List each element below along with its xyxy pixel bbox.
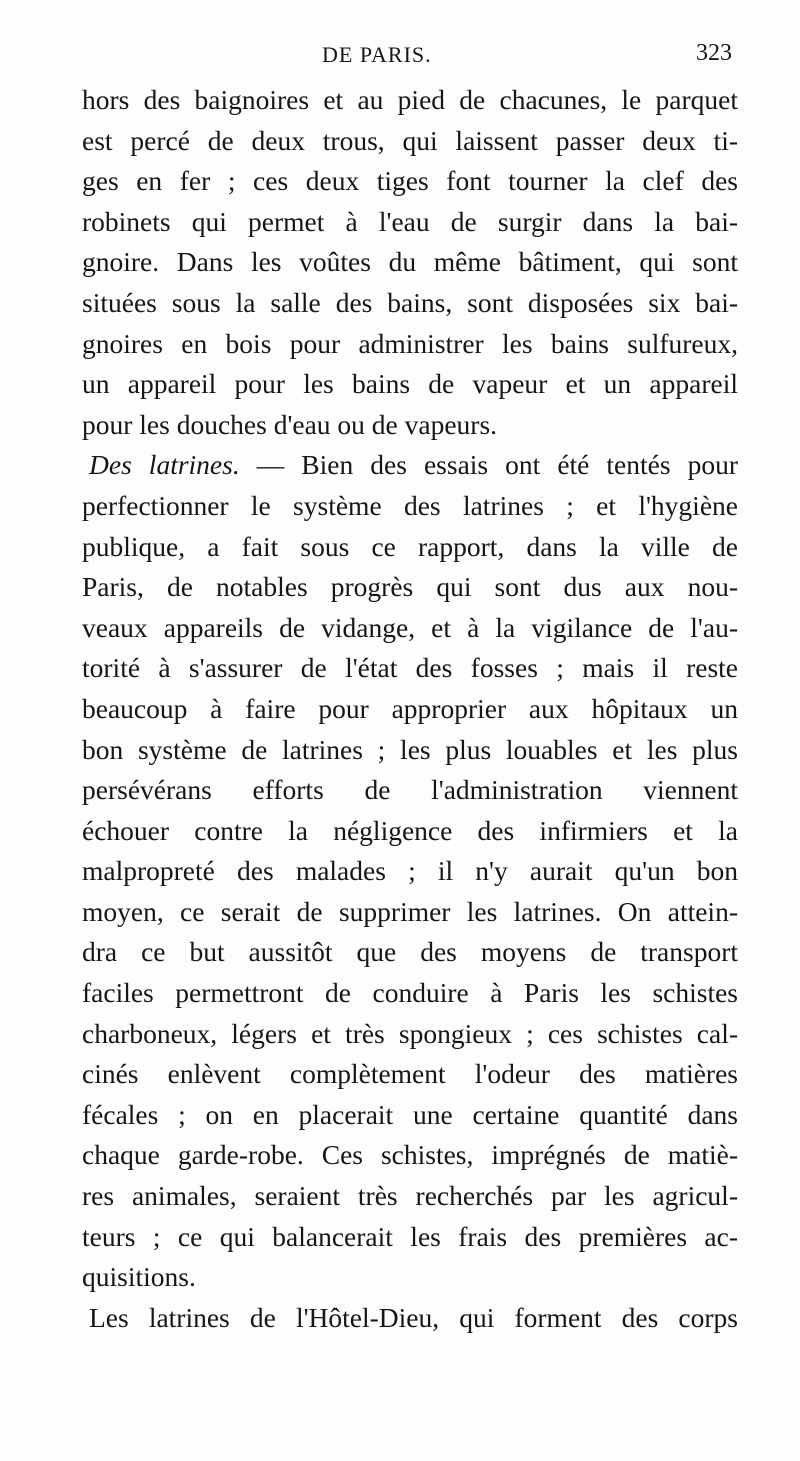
text-line: malpropreté des malades ; il n'y aurait qu'un bon bbox=[82, 855, 738, 887]
text-line: charboneux, légers et très spongieux ; ces schistes cal- bbox=[82, 1017, 738, 1049]
running-head: DE PARIS. bbox=[322, 42, 432, 67]
text-line: ges en fer ; ces deux tiges font tourner la clef des bbox=[82, 165, 738, 197]
text-line: situées sous la salle des bains, sont disposées six bai- bbox=[82, 286, 738, 318]
text-line: teurs ; ce qui balancerait les frais des premières ac- bbox=[82, 1220, 738, 1252]
text-line: dra ce but aussitôt que des moyens de transport bbox=[82, 936, 738, 968]
text-line: perfectionner le système des latrines ; et l'hygiène bbox=[82, 489, 738, 521]
text-line-continuation: — Bien des essais ont été tentés pour bbox=[239, 449, 738, 481]
text-line: veaux appareils de vidange, et à la vigilance de l'au- bbox=[82, 611, 738, 643]
text-line: pour les douches d'eau ou de vapeurs. bbox=[82, 408, 498, 440]
text-line: faciles permettront de conduire à Paris les schistes bbox=[82, 977, 738, 1009]
page-number: 323 bbox=[696, 40, 732, 66]
text-line: est percé de deux trous, qui laissent passer deux ti- bbox=[82, 124, 738, 156]
text-line: bon système de latrines ; les plus louables et les plus bbox=[82, 733, 738, 765]
page-header bbox=[82, 38, 732, 78]
text-line: persévérans efforts de l'administration viennent bbox=[82, 774, 738, 806]
text-line: beaucoup à faire pour approprier aux hôpitaux un bbox=[82, 692, 738, 724]
text-line: un appareil pour les bains de vapeur et un appareil bbox=[82, 368, 738, 400]
text-line: cinés enlèvent complètement l'odeur des matières bbox=[82, 1058, 738, 1090]
text-line: Les latrines de l'Hôtel-Dieu, qui forment des corps bbox=[89, 1301, 738, 1333]
text-line: échouer contre la négligence des infirmiers et la bbox=[82, 814, 738, 846]
section-heading-line bbox=[82, 445, 738, 486]
text-line: gnoires en bois pour administrer les bains sulfureux, bbox=[82, 327, 738, 359]
text-line: publique, a fait sous ce rapport, dans la ville de bbox=[82, 530, 738, 562]
section-heading: Des latrines. bbox=[89, 449, 240, 481]
text-line: torité à s'assurer de l'état des fosses ; mais il reste bbox=[82, 652, 738, 684]
text-line: gnoire. Dans les voûtes du même bâtiment, qui sont bbox=[82, 246, 738, 278]
text-line: hors des baignoires et au pied de chacunes, le parquet bbox=[82, 84, 738, 115]
text-line: res animales, seraient très recherchés par les agricul- bbox=[82, 1180, 738, 1212]
text-line: robinets qui permet à l'eau de surgir dans la bai- bbox=[82, 205, 738, 237]
text-line: chaque garde-robe. Ces schistes, imprégnés de matiè- bbox=[82, 1139, 738, 1171]
body-text bbox=[82, 80, 738, 1338]
text-line: quisitions. bbox=[82, 1261, 196, 1293]
text-line: moyen, ce serait de supprimer les latrines. On attein- bbox=[82, 895, 738, 927]
text-line: fécales ; on en placerait une certaine quantité dans bbox=[82, 1098, 738, 1130]
text-line: Paris, de notables progrès qui sont dus aux nou- bbox=[82, 571, 738, 603]
